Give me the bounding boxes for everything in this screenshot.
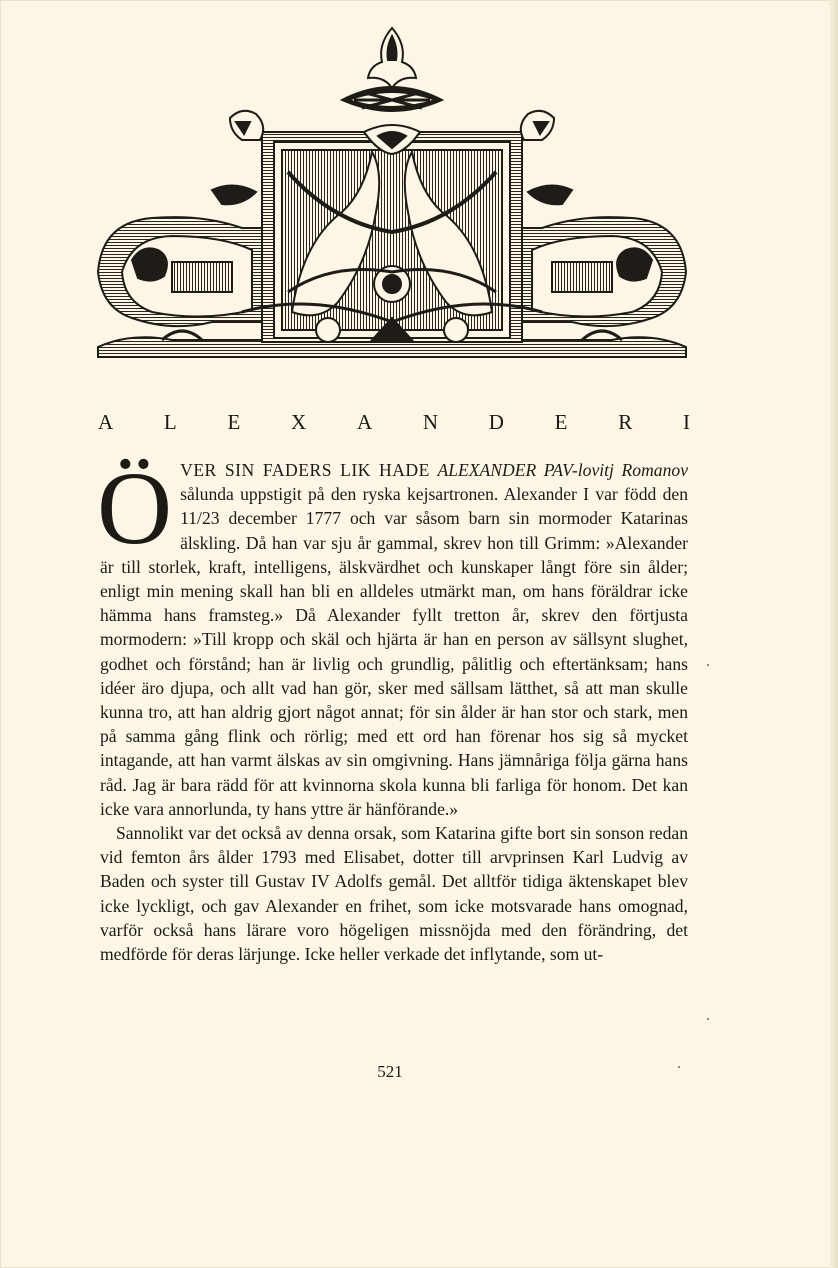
print-speck (678, 1066, 680, 1068)
title-letter: L (163, 410, 177, 434)
title-letter: N (422, 410, 439, 434)
title-letter: A (98, 410, 114, 434)
title-letter: D (488, 410, 504, 434)
opening-caps: VER SIN FADERS LIK HADE (180, 460, 430, 480)
title-letter: A (356, 410, 373, 434)
decorative-knotwork-dragons-icon (92, 22, 692, 364)
title-letter: R (618, 410, 633, 434)
print-speck (707, 664, 709, 666)
print-speck (707, 1018, 709, 1020)
paragraph-1 (97, 451, 688, 821)
opening-name: ALEXANDER PAV-lovitj Romanov (437, 460, 688, 480)
title-letter: X (291, 410, 307, 434)
title-letter: E (554, 410, 568, 434)
drop-cap: Ö (97, 451, 173, 566)
page-edge (830, 0, 838, 1268)
title-letter: I (682, 410, 690, 434)
title-letter: E (227, 410, 241, 434)
paragraph-1-text: sålunda uppstigit på den ryska kejsartronen. Alexander I var född den 11/23 december 1777 och var såsom barn sin mormoder Katarinas älskling. Då han var sju år gammal, skrev hon till Grimm: »Alexander är till storlek, kraft, intelligens, älskvärdhet och kunskaper långt före sin ålder; enligt min mening skall han bli en alldeles utmärkt man, om hans föräldrar icke hämma hans framsteg.» Då Alexander fyllt tretton år, skrev den förtjusta mormodern: »Till kropp och skäl och hjärta är han en person av sällsynt slughet, godhet och förstånd; han är livlig och grundlig, pålitlig och eftertänksam; hans idéer äro djupa, och allt vad han gör, sker med sällsam lätthet, så att man skulle kunna tro, att han aldrig gjort något annat; för sin ålder är han stor och stark, men på samma gång flink och rörlig; med ett ord han förenar hos sig så mycket intagande, att han varmt älskas av sin omgivning. Hans jämnåriga följa gärna hans råd. Jag är bara rädd för att kvinnorna skola kunna bli farliga för honom. Det kan icke vara annorlunda, ty hans yttre är hänförande.» (100, 484, 688, 819)
chapter-title (98, 410, 690, 440)
body-text (97, 451, 688, 966)
page-number: 521 (377, 1062, 403, 1081)
paragraph-2: Sannolikt var det också av denna orsak, som Katarina gifte bort sin sonson redan vid femton års ålder 1793 med Elisabet, dotter till arvprinsen Karl Ludvig av Baden och syster till Gustav IV Adolfs gemål. Det alltför tidiga äktenskapet blev icke lyckligt, och gav Alexander en frihet, som icke motsvarade hans omognad, varför också hans lärare voro högeligen missnöjda med den förändring, det medförde för deras lärjunge. Icke heller verkade det inflytande, som ut- (100, 823, 688, 965)
